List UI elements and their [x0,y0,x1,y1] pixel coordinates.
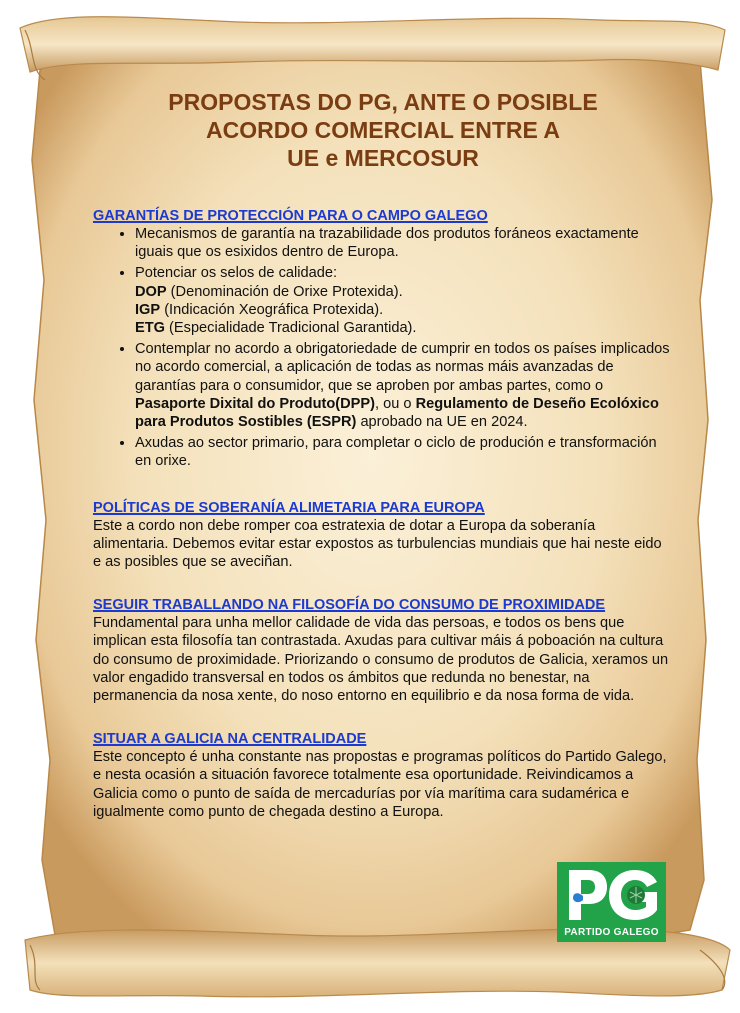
dop-text: (Denominación de Orixe Protexida). [166,283,403,300]
igp-text: (Indicación Xeográfica Protexida). [160,301,384,318]
section-heading-centrality: SITUAR A GALICIA NA CENTRALIDADE [93,731,367,748]
list-item [135,264,673,337]
section-body-centrality: Este concepto é unha constante nas propostas e programas políticos do Partido Galego, e nesta ocasión a situación favorece totalmente esa oportunidade. Reivindicamos a Galicia como o punto de saída de mercadurías por vía marítima cara sudamérica e igualmente como punto de chegada destino a Europa. [93,749,667,820]
page-title [103,88,663,172]
title-line-3: UE e MERCOSUR [287,145,479,171]
bullet-primary-sector: Axudas ao sector primario, para completar o ciclo de produción e transformación en orixe. [135,435,657,470]
list-item [135,340,673,431]
bullet3-bold-a: Pasaporte Dixital do Produto(DPP) [135,395,376,412]
etg-code: ETG [135,320,165,337]
bullet3-text-a: Contemplar no acordo a obrigatoriedade de cumprir en todos os países implicados no acordo comercial, a aplicación de todas as normas máis avanzadas de garantías para o consumidor, que se aproben por ambas partes, como o [135,341,670,394]
igp-code: IGP [135,301,161,318]
partido-galego-logo [557,862,666,942]
section-heading-proximity: SEGUIR TRABALLANDO NA FILOSOFÍA DO CONSUMO DE PROXIMIDADE [93,597,606,614]
section-heading-guarantees: GARANTÍAS DE PROTECCIÓN PARA O CAMPO GALEGO [93,208,488,224]
section-body-food-sovereignty: Este a cordo non debe romper coa estratexia de dotar a Europa da soberanía alimentaria. Debemos evitar estar expostos as turbulencias mundiais que hai neste eido e as posibles que se aveciñan. [93,517,662,571]
title-line-1: PROPOSTAS DO PG, ANTE O POSIBLE [168,89,598,115]
pg-logo-mark [557,862,666,928]
document-content [93,88,673,821]
guarantees-list [93,225,673,471]
section-heading-food-sovereignty: POLÍTICAS DE SOBERANÍA ALIMETARIA PARA EUROPA [93,499,485,516]
list-item [135,225,673,261]
bullet3-text-c: aprobado na UE en 2024. [356,414,528,431]
bullet3-bold-b: Regulamento de Deseño Ecolóxico para Produtos Sostibles (ESPR) [135,395,659,431]
bullet3-text-b: , ou o [375,395,416,412]
section-body-proximity: Fundamental para unha mellor calidade de vida das persoas, e todos os bens que implican esta filosofía tan contrastada. Axudas para cultivar máis á poboación na cultura do consumo de proximidade. Priorizando o consumo de produtos de Galicia, xeramos un valor engadido transversal en todos os ámbitos que redunda no benestar, na permanencia da nosa xente, do noso entorno en equilibrio e da nosa forma de vida. [93,615,669,705]
logo-caption: PARTIDO GALEGO [564,927,659,938]
bullet-seals-intro: Potenciar os selos de calidade: [135,265,338,282]
bullet-traceability: Mecanismos de garantía na trazabilidade dos produtos foráneos exactamente iguais que os esixidos dentro de Europa. [135,226,639,261]
dop-code: DOP [135,283,167,300]
title-line-2: ACORDO COMERCIAL ENTRE A [206,117,560,143]
etg-text: (Especialidade Tradicional Garantida). [165,320,417,337]
list-item [135,434,673,470]
